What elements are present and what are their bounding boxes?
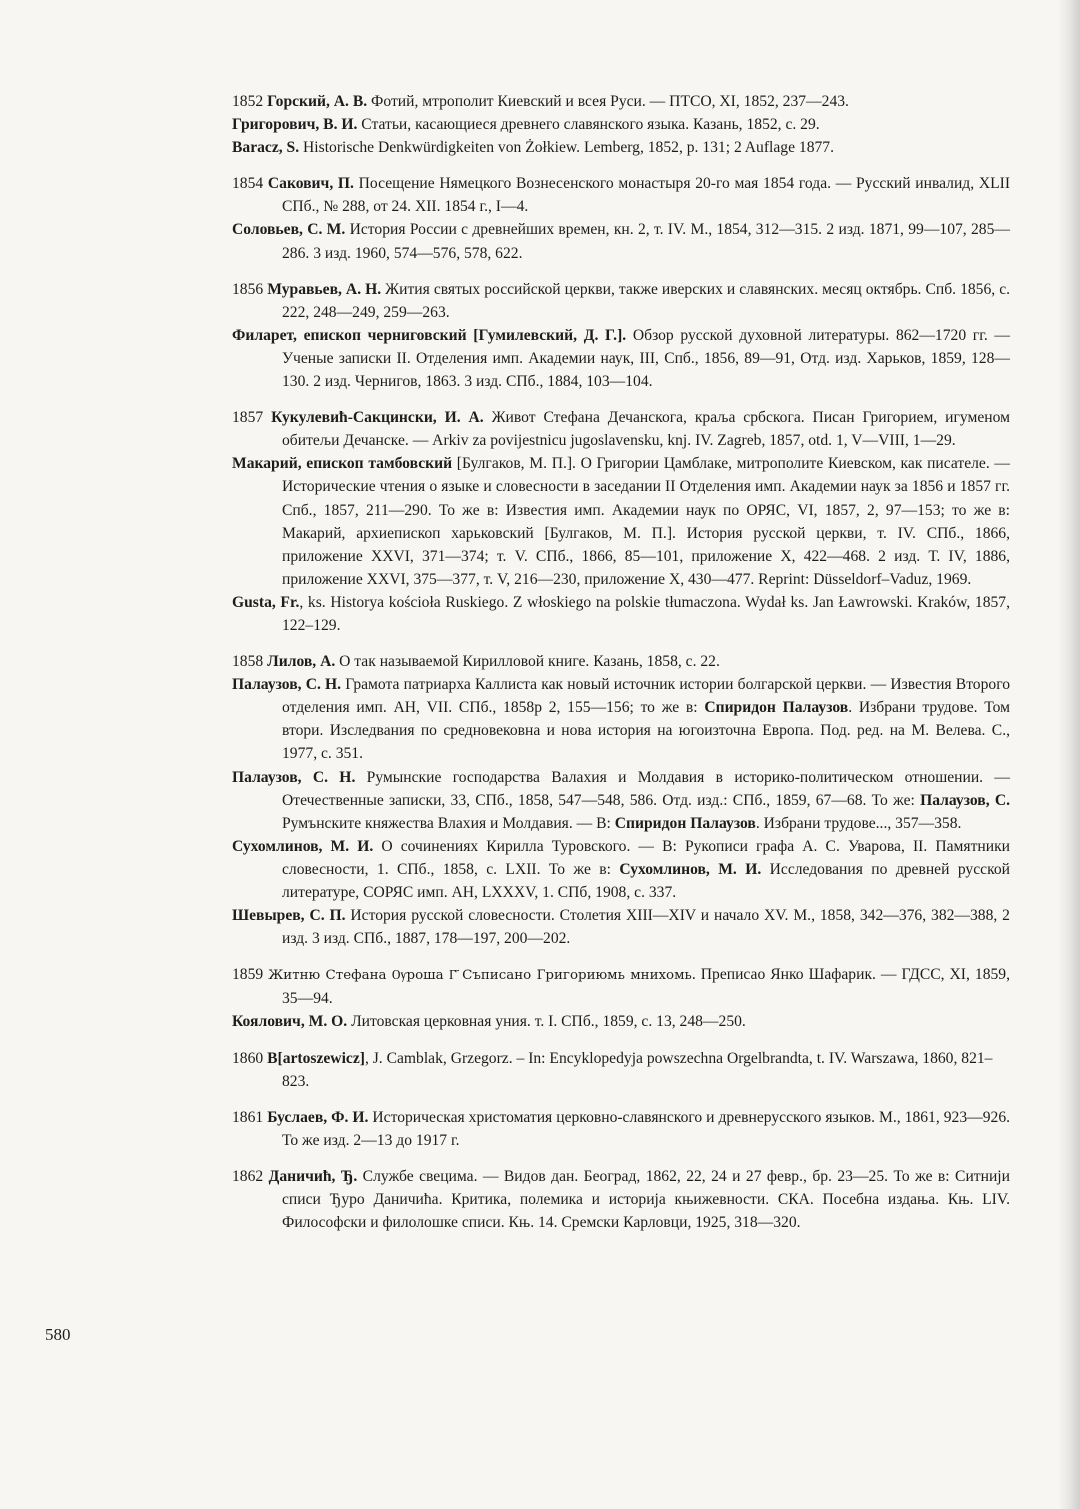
bib-entry [232, 172, 1010, 218]
bib-entry [232, 766, 1010, 835]
bib-entry [232, 113, 1010, 136]
entry-text: Статьи, касающиеся древнего славянского языка. Казань, 1852, с. 29. [357, 116, 820, 134]
entry-year: 1856 [232, 280, 264, 298]
entry-author: Григорович, В. И. [232, 116, 358, 134]
entry-author: Палаузов, С. Н. [232, 676, 342, 694]
entry-author: Макарий, епископ тамбовский [232, 455, 453, 473]
entry-author: Коялович, М. О. [232, 1013, 348, 1031]
entry-year: 1857 [232, 409, 264, 427]
entry-author: Палаузов, С. Н. [232, 768, 356, 786]
entry-text: Фотий, мтрополит Киевский и всея Руси. — ПТСО, XI, 1852, 237—243. [367, 93, 849, 110]
bib-entry [232, 324, 1010, 393]
entry-text: . Избрани трудове..., 357—358. [755, 814, 962, 832]
entry-author-secondary: Палаузов, С. [920, 791, 1011, 809]
entry-text: Посещение Нямецкого Вознесенского монастыря 20-го мая 1854 года. — Русский инвалид, XLII СПб., № 288, от 24. XII. 1854 г., I—4. [282, 175, 1011, 216]
entry-text: История России с древнейших времен, кн. 2, т. IV. М., 1854, 312—315. 2 изд. 1871, 99—107, 285—286. 3 изд. 1960, 574—576, 578, 622. [282, 221, 1010, 262]
entry-year: 1854 [232, 175, 264, 193]
entry-text: . Преписао Янко Шафарик. — ГДСС, XI, 1859, 35—94. [282, 966, 1011, 1008]
bib-entry [232, 1010, 1010, 1033]
bib-entry [232, 673, 1010, 765]
entry-author: Муравьев, А. Н. [267, 280, 382, 298]
entry-text: Грамота патриарха Каллиста как новый источник истории болгарской церкви. — Известия Второго отделения имп. АН, VII. СПб., 1858р 2, 155—156; то же в: [282, 676, 1010, 717]
entry-text: Румънските княжества Влахия и Молдавия. — В: [282, 814, 615, 832]
entry-text: Литовская церковная уния. т. I. СПб., 1859, с. 13, 248—250. [347, 1013, 746, 1031]
year-group-1861 [232, 1106, 1010, 1152]
page-edge-shadow [1058, 0, 1080, 1509]
bib-entry [232, 904, 1010, 950]
entry-text: Historische Denkwürdigkeiten von Żołkiew. Lemberg, 1852, p. 131; 2 Auflage 1877. [299, 139, 834, 157]
entry-text: Обзор русской духовной литературы. 862—1720 гг. — Ученые записки II. Отделения имп. Академии наук, III, Спб., 1856, 89—91, Отд. изд. Харьков, 1859, 128—130. 2 изд. Чернигов, 1863. 3 изд. СПб., 1884, 103—104. [282, 326, 1011, 391]
entry-text: О так называемой Кирилловой книге. Казань, 1858, с. 22. [335, 653, 720, 671]
year-group-1857 [232, 406, 1010, 637]
entry-author: Кукулевић-Сакцински, И. А. [271, 409, 484, 427]
entry-year: 1862 [232, 1167, 264, 1185]
entry-author-secondary: Сухомлинов, М. И. [619, 860, 762, 878]
entry-text: Историческая христоматия церковно-славянского и древнерусского языков. М., 1861, 923—926. То же изд. 2—13 до 1917 г. [282, 1108, 1011, 1149]
bib-entry [232, 90, 1010, 113]
bibliography-list [232, 90, 1010, 1247]
year-group-1862 [232, 1165, 1010, 1234]
bib-entry [232, 650, 1010, 673]
page-number: 580 [45, 1325, 71, 1344]
entry-year: 1858 [232, 653, 264, 671]
entry-year: 1860 [232, 1049, 264, 1067]
year-group-1856 [232, 278, 1010, 393]
entry-text: Жития святых российской церкви, также иверских и славянских. месяц октябрь. Спб. 1856, с. 222, 248—249, 259—263. [282, 280, 1011, 321]
bib-entry [232, 406, 1010, 452]
year-group-1859 [232, 963, 1010, 1033]
bib-entry [232, 1047, 1010, 1093]
entry-text: Исследования по древней русской литературе, СОРЯС имп. АН, LXXXV, 1. СПб, 1908, с. 337. [282, 860, 1010, 901]
bib-entry [232, 1165, 1010, 1234]
entry-slavonic-title: Житню Стефана Ѹроша Г҃ Съписано Григориюмь мнихомь [268, 968, 692, 984]
entry-text: История русской словесности. Столетия XIII—XIV и начало XV. М., 1858, 342—376, 382—388, 2 изд. 3 изд. СПб., 1887, 178—197, 200—202. [282, 907, 1010, 948]
bib-entry [232, 136, 1010, 159]
entry-author: B[artoszewicz] [267, 1049, 365, 1067]
entry-text: Румынские господарства Валахия и Молдавия в историко-политическом отношении. — Отечественные записки, 33, СПб., 1858, 547—548, 586. Отд. изд.: СПб., 1859, 67—68. То же: [282, 768, 1010, 809]
entry-author: Горский, А. В. [267, 93, 368, 110]
entry-text: , J. Camblak, Grzegorz. – In: Encyklopedyja powszechna Orgelbrandta, t. IV. Warszawa, 1860, 821–823. [282, 1049, 993, 1090]
entry-text: . Избрани трудове. Том втори. Изследвания по средновековна и нова история на югоизточна Европа. Под. ред. на М. Велева. С., 1977, с. 351. [282, 699, 1011, 763]
year-group-1858 [232, 650, 1010, 950]
entry-author: Baracz, S. [232, 139, 300, 157]
entry-text: Службе свецима. — Видов дан. Београд, 1862, 22, 24 и 27 февр., бр. 23—25. То же в: Ситнији списи Ђуро Даничића. Критика, полемика и историја књижевности. СКА. Посебна издања. Књ. LIV. Философски и филолошке списи. Књ. 14. Сремски Карловци, 1925, 318—320. [282, 1167, 1010, 1232]
entry-year: 1859 [232, 966, 264, 984]
entry-author: Лилов, А. [267, 653, 336, 671]
year-group-1854 [232, 172, 1010, 264]
entry-author: Даничић, Ђ. [268, 1167, 358, 1185]
bib-entry [232, 591, 1010, 637]
entry-author: Шевырев, С. П. [232, 907, 346, 925]
entry-author: Буслаев, Ф. И. [267, 1108, 369, 1126]
entry-author-secondary: Спиридон Палаузов [704, 699, 849, 717]
bib-entry [232, 1106, 1010, 1152]
entry-text: О сочинениях Кирилла Туровского. — В: Рукописи графа А. С. Уварова, II. Памятники словесности, 1. СПб., 1858, с. LXII. То же в: [282, 837, 1010, 878]
bib-entry [232, 278, 1010, 324]
entry-year: 1861 [232, 1108, 264, 1126]
year-group-1852 [232, 90, 1010, 159]
entry-text: , ks. Historya kościoła Ruskiego. Z włoskiego na polskie tłumaczona. Wydał ks. Jan Ławrowski. Kraków, 1857, 122–129. [282, 593, 1010, 634]
bib-entry [232, 218, 1010, 264]
bib-entry [232, 963, 1010, 1010]
year-group-1860 [232, 1047, 1010, 1093]
bib-entry [232, 835, 1010, 904]
entry-author: Соловьев, С. М. [232, 221, 346, 239]
entry-author: Филарет, епископ черниговский [Гумилевский, Д. Г.]. [232, 326, 627, 344]
entry-author-secondary: Спиридон Палаузов [614, 814, 756, 832]
entry-author: Gusta, Fr. [232, 593, 300, 611]
bib-entry [232, 452, 1010, 591]
entry-author: Сухомлинов, М. И. [232, 837, 374, 855]
entry-year: 1852 [232, 93, 264, 110]
entry-text: [Булгаков, М. П.]. О Григории Цамблаке, митрополите Киевском, как писателе. — Исторические чтения о языке и словесности в заседании II Отделения имп. Академии наук за 1856 и 1857 гг. Спб., 1857, 211—290. То же в: Известия имп. Академии наук по ОРЯС, VI, 1857, 2, 97—153; то же в: Макарий, архиепископ харьковский [Булгаков, М. П.]. История русской церкви, т. IV. СПб., 1866, приложение XXVI, 371—374; т. V. СПб., 1866, 85—101, приложение X, 422—468. 2 изд. Т. IV, 1886, приложение XXVI, 375—377, т. V, 216—230, приложение X, 430—477. Reprint: Düsseldorf–Vaduz, 1969. [282, 455, 1010, 588]
entry-author: Сакович, П. [267, 175, 354, 193]
entry-text: Живот Стефана Дечанскога, краља србскога. Писан Григорием, игуменом обитељи Дечанске. — Arkiv za povijestnicu jugoslavensku, knj. IV. Zagreb, 1857, otd. 1, V—VIII, 1—29. [282, 409, 1010, 450]
